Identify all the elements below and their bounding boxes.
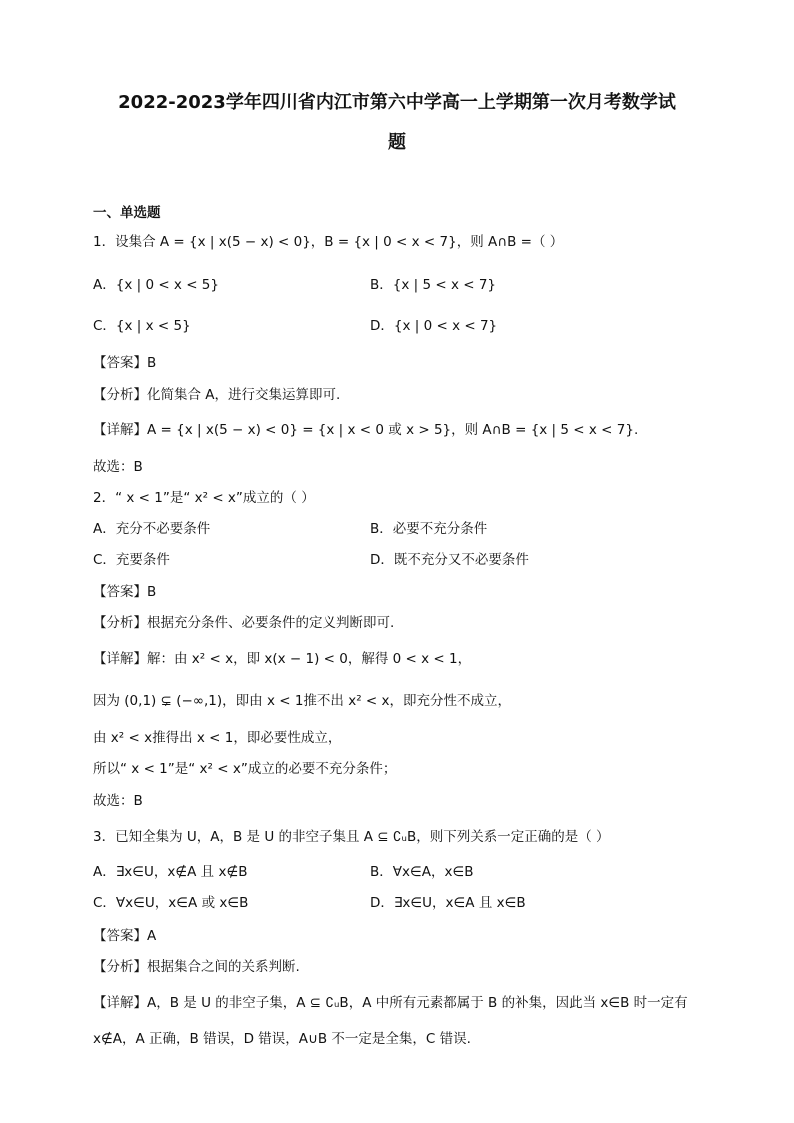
- q3-detail-line2: x∉A，A 正确，B 错误，D 错误，A∪B 不一定是全集，C 错误.: [93, 1031, 471, 1047]
- q3-option-d: D．∃x∈U，x∈A 且 x∈B: [370, 895, 526, 911]
- document-title-line1: 2022-2023学年四川省内江市第六中学高一上学期第一次月考数学试: [118, 92, 676, 113]
- q1-answer: 【答案】B: [93, 355, 157, 371]
- q3-option-c: C．∀x∈U，x∈A 或 x∈B: [93, 895, 249, 911]
- q3-detail: 【详解】A，B 是 U 的非空子集，A ⊆ ∁ᵤB，A 中所有元素都属于 B 的补集，因此当 x∈B 时一定有: [93, 995, 688, 1011]
- q1-option-d: D．{x | 0 < x < 7}: [370, 318, 498, 334]
- q1-analysis: 【分析】化简集合 A，进行交集运算即可.: [93, 387, 341, 403]
- q1-detail: 【详解】A = {x | x(5 − x) < 0} = {x | x < 0 或 x > 5}，则 A∩B = {x | 5 < x < 7}.: [93, 422, 639, 438]
- q2-option-a: A．充分不必要条件: [93, 521, 211, 537]
- q3-analysis: 【分析】根据集合之间的关系判断.: [93, 959, 300, 975]
- q1-choose: 故选：B: [93, 459, 143, 475]
- q1-stem: 1．设集合 A = {x | x(5 − x) < 0}，B = {x | 0 < x < 7}，则 A∩B =（ ）: [93, 234, 564, 250]
- q1-option-a: A．{x | 0 < x < 5}: [93, 277, 219, 293]
- q2-detail-line2: 因为 (0,1) ⊊ (−∞,1)，即由 x < 1推不出 x² < x，即充分性不成立，: [93, 693, 511, 709]
- q1-option-c: C．{x | x < 5}: [93, 318, 191, 334]
- q3-stem: 3．已知全集为 U，A，B 是 U 的非空子集且 A ⊆ ∁ᵤB，则下列关系一定正确的是（ ）: [93, 829, 610, 845]
- section-heading: 一、单选题: [93, 205, 161, 221]
- q2-choose: 故选：B: [93, 793, 143, 809]
- q2-detail: 【详解】解：由 x² < x，即 x(x − 1) < 0，解得 0 < x < 1，: [93, 651, 472, 667]
- q3-option-b: B．∀x∈A，x∈B: [370, 864, 474, 880]
- q2-option-c: C．充要条件: [93, 552, 170, 568]
- q1-option-b: B．{x | 5 < x < 7}: [370, 277, 497, 293]
- q2-option-d: D．既不充分又不必要条件: [370, 552, 529, 568]
- q2-detail-line3: 由 x² < x推得出 x < 1，即必要性成立，: [93, 730, 342, 746]
- q2-detail-line4: 所以“ x < 1”是“ x² < x”成立的必要不充分条件；: [93, 761, 397, 777]
- q2-stem: 2．“ x < 1”是“ x² < x”成立的（ ）: [93, 490, 315, 506]
- q3-option-a: A．∃x∈U，x∉A 且 x∉B: [93, 864, 248, 880]
- q3-answer: 【答案】A: [93, 928, 157, 944]
- q2-analysis: 【分析】根据充分条件、必要条件的定义判断即可.: [93, 615, 395, 631]
- q2-option-b: B．必要不充分条件: [370, 521, 488, 537]
- q2-answer: 【答案】B: [93, 584, 157, 600]
- document-title-line2: 题: [388, 132, 406, 153]
